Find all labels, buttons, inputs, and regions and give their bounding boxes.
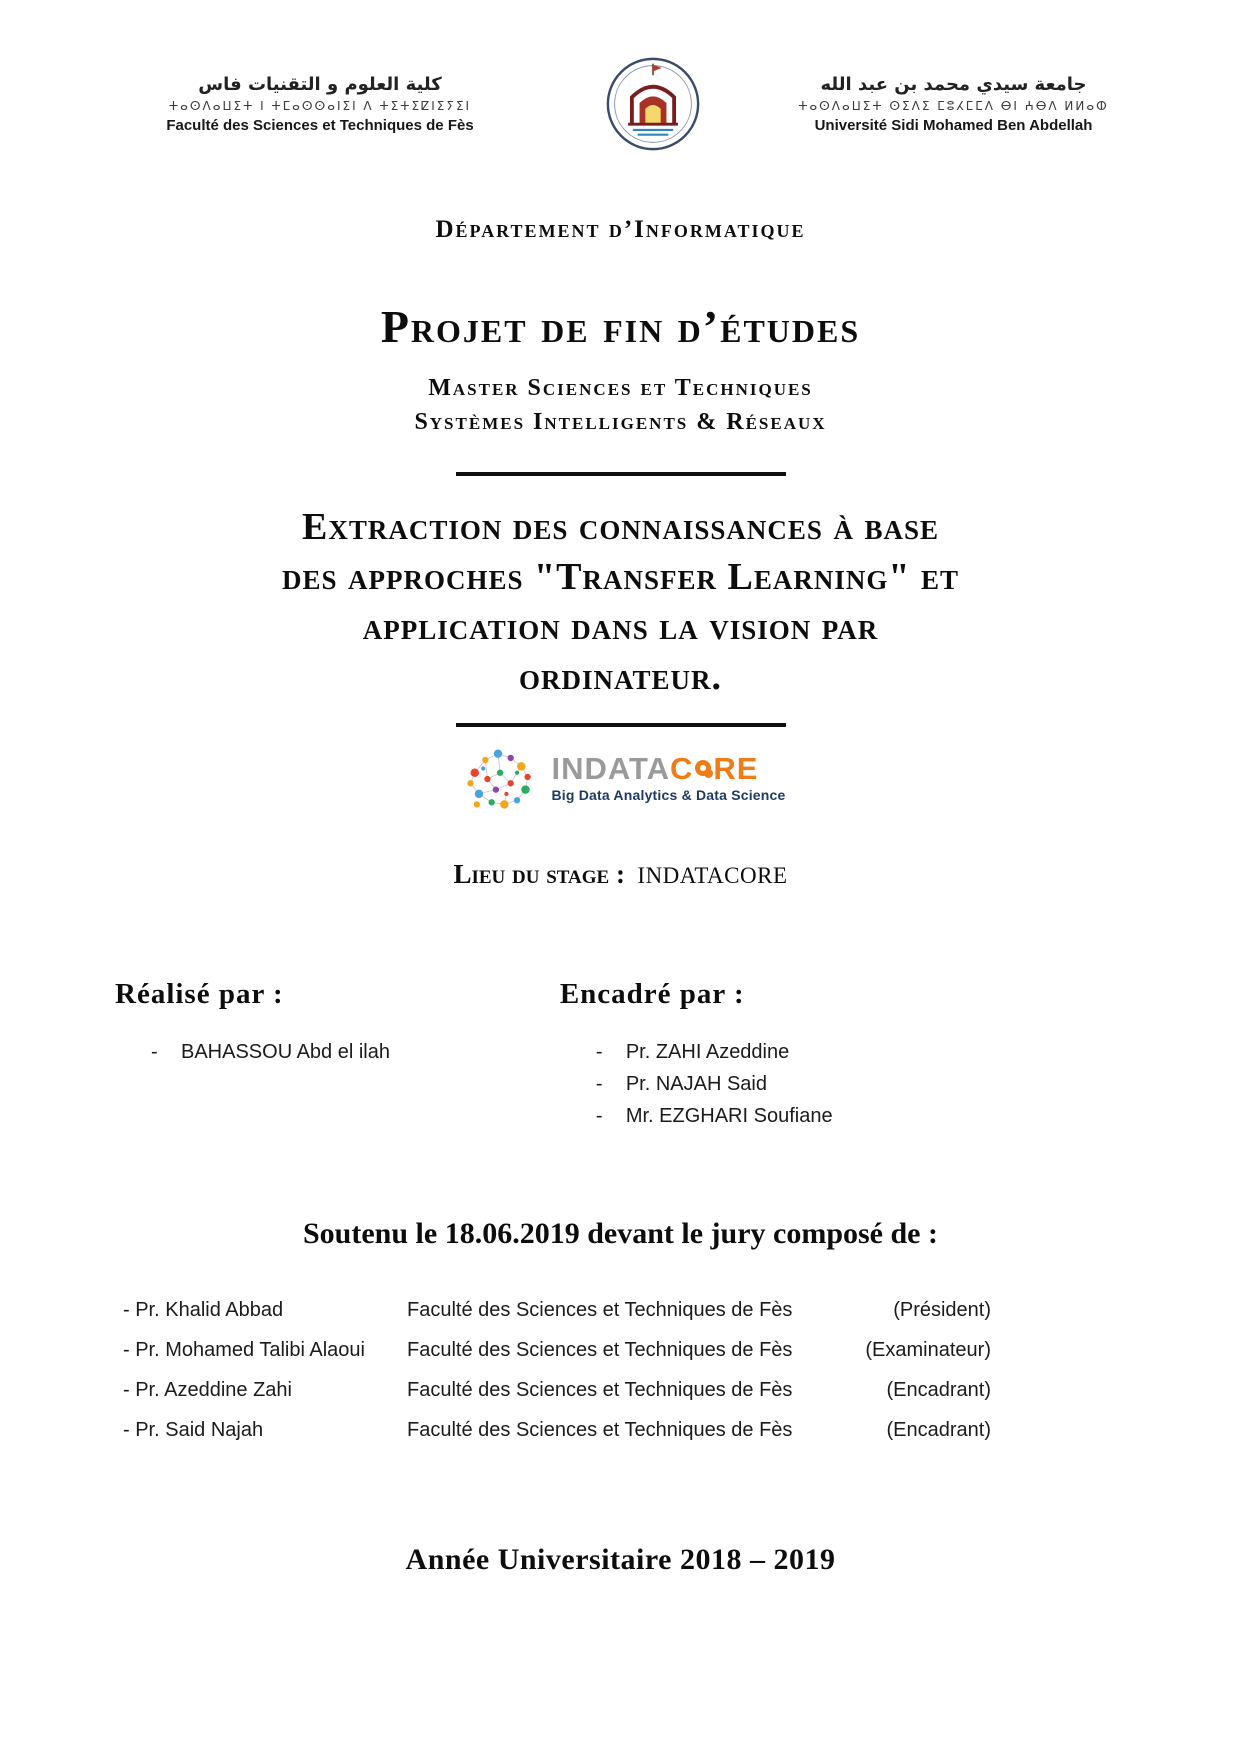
university-name-french: Université Sidi Mohamed Ben Abdellah [814,117,1093,134]
stage-line [115,859,1126,890]
logo-part-c: C [669,750,694,786]
thesis-title-line-2: des approches "Transfer Learning" et [282,556,959,599]
faculty-name-arabic: كلية العلوم و التقنيات فاس [198,74,442,95]
student-name: BAHASSOU Abd el ilah [181,1040,390,1063]
indatacore-o-icon [695,760,711,776]
jury-member-institution: Faculté des Sciences et Techniques de Fès [407,1419,793,1442]
jury-member-role: (Encadrant) [886,1419,991,1442]
indatacore-brain-icon [455,741,541,815]
bullet-dash: - [595,1104,603,1127]
indatacore-word [551,750,759,786]
university-block [781,74,1126,134]
thesis-title [115,502,1126,703]
thesis-title-line-1: Extraction des connaissances à base [302,506,939,548]
thesis-title-line-3: application dans la vision par [362,606,879,649]
supervisor-name: Mr. EZGHARI Soufiane [625,1104,833,1127]
stage-label: Lieu du stage : [453,858,625,889]
jury-member-institution: Faculté des Sciences et Techniques de Fès [407,1299,793,1322]
faculty-block [115,74,525,134]
thesis-title-line-4: ordinateur. [518,656,722,699]
realise-list [115,1041,560,1064]
master-program-line: Master Sciences et Techniques [428,375,813,401]
jury-member-name: - Pr. Mohamed Talibi Alaoui [123,1339,365,1362]
university-name-tifinagh: ⵜⴰⵙⴷⴰⵡⵉⵜ ⵙⵉⴷⵉ ⵎⵓⵃⵎⵎⴷ ⴱⵏ ⵄⴱⴷ ⵍⵍⴰⵀ [798,99,1109,113]
divider-top [456,472,786,476]
jury-member-name: - Pr. Khalid Abbad [123,1299,284,1322]
jury-member-institution: Faculté des Sciences et Techniques de Fès [407,1339,793,1362]
jury-member-role: (Président) [893,1299,991,1322]
logo-part-re: RE [713,750,759,786]
project-type-title: Projet de fin d’études [380,301,861,352]
jury-member-institution: Faculté des Sciences et Techniques de Fès [407,1379,793,1402]
table-row [123,1411,991,1451]
realise-column [115,978,560,1137]
jury-member-role: (Examinateur) [865,1339,991,1362]
academic-year: Année Universitaire 2018 – 2019 [405,1542,836,1576]
people-section [115,978,1126,1137]
bullet-dash: - [151,1040,158,1063]
table-row [123,1331,991,1371]
list-item [560,1073,1126,1096]
letterhead [115,56,1126,152]
jury-member-name: - Pr. Azeddine Zahi [123,1379,292,1402]
faculty-name-tifinagh: ⵜⴰⵙⴷⴰⵡⵉⵜ ⵏ ⵜⵎⴰⵙⵙⴰⵏⵉⵏ ⴷ ⵜⵉⵜⵉⵇⵏⵉⵢⵉⵏ [168,99,472,113]
encadre-list [560,1041,1126,1128]
stage-value: INDATACORE [637,862,788,888]
jury-member-role: (Encadrant) [886,1379,991,1402]
logo-tagline: Big Data Analytics & Data Science [551,786,786,803]
bullet-dash: - [595,1072,603,1095]
table-row [123,1291,991,1331]
jury-member-name: - Pr. Said Najah [123,1419,264,1442]
faculty-name-french: Faculté des Sciences et Techniques de Fès [166,117,474,134]
jury-table [123,1291,991,1451]
department-title: Département d’Informatique [435,216,806,243]
university-name-arabic: جامعة سيدي محمد بن عبد الله [820,74,1087,95]
encadre-column [560,978,1126,1137]
university-emblem-icon [605,56,701,152]
encadre-heading: Encadré par : [559,977,745,1010]
bullet-dash: - [595,1040,603,1063]
table-row [123,1371,991,1411]
logo-part-indata: INDATA [551,750,670,786]
indatacore-logo [115,741,1126,815]
supervisor-name: Pr. ZAHI Azeddine [625,1040,790,1063]
indatacore-wordmark [551,750,786,803]
list-item [560,1105,1126,1128]
list-item [115,1041,560,1064]
divider-bottom [456,723,786,727]
realise-heading: Réalisé par : [115,977,284,1010]
list-item [560,1041,1126,1064]
specialty-line: Systèmes Intelligents & Réseaux [414,409,827,435]
jury-heading: Soutenu le 18.06.2019 devant le jury composé de : [303,1216,938,1250]
supervisor-name: Pr. NAJAH Said [625,1072,767,1095]
